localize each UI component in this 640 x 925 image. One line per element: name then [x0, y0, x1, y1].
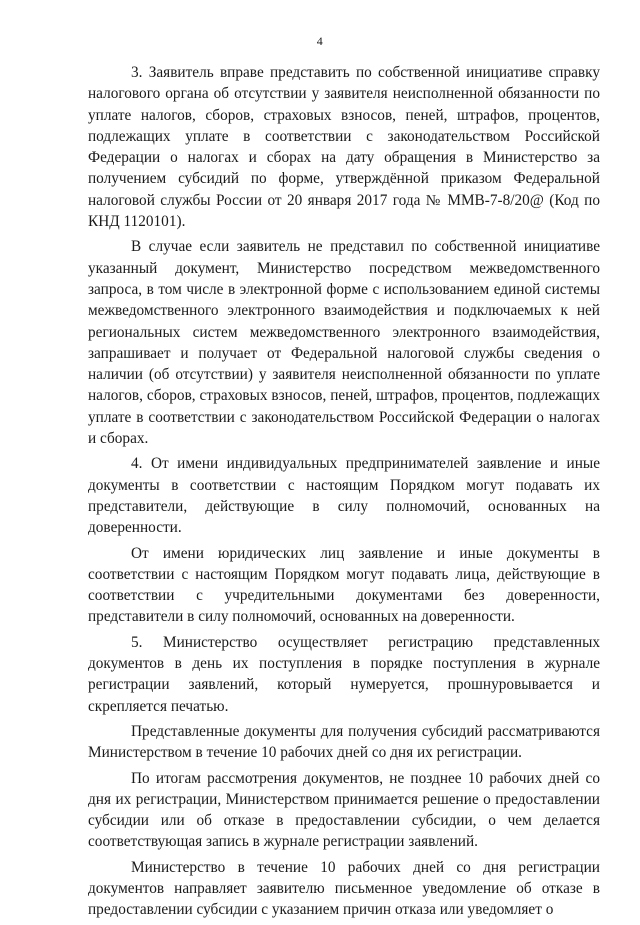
page-number: 4 — [316, 34, 324, 48]
paragraph-review-period: Представленные документы для получения субсидий рассматриваются Министерством в течение 10 рабочих дней со дня их регистрации. — [88, 722, 600, 762]
paragraph-interagency-request: В случае если заявитель не представил по собственной инициативе указанный документ, Министерство посредством межведомственного запроса, в том числе в электронной форме с использованием единой системы межведомственного электронного взаимодействия и подключаемых к ней региональных систем межведомственного электронного взаимодействия, запрашивает и получает от Федеральной налоговой службы сведения о наличии (об отсутствии) у заявителя неисполненной обязанности по уплате налогов, сборов, страховых взносов, пеней, штрафов, процентов, подлежащих уплате в соответствии с законодательством Российской Федерации о налогах и сборах. — [88, 238, 600, 448]
paragraph-legal-entity-representatives: От имени юридических лиц заявление и иные документы в соответствии с настоящим Порядком могут подавать лица, действующие в соответствии с учредительными документами без доверенности, представители в силу полномочий, основанных на доверенности. — [88, 544, 600, 626]
paragraph-4-entrepreneur-representatives: 4. От имени индивидуальных предпринимателей заявление и иные документы в соответствии с настоящим Порядком могут подавать их представители, действующие в силу полномочий, основанных на доверенности. — [88, 455, 600, 537]
paragraph-notification: Министерство в течение 10 рабочих дней со дня регистрации документов направляет заявителю письменное уведомление об отказе в предоставлении субсидии с указанием причин отказа или уведомляет о — [88, 858, 600, 919]
paragraph-3-tax-certificate: 3. Заявитель вправе представить по собственной инициативе справку налогового органа об отсутствии у заявителя неисполненной обязанности по уплате налогов, сборов, страховых взносов, пеней, штрафов, процентов, подлежащих уплате в соответствии с законодательством Российской Федерации о налогах и сборах на дату обращения в Министерство за получением субсидий по форме, утверждённой приказом Федеральной налоговой службы России от 20 января 2017 года № ММВ-7-8/20@ (Код по КНД 1120101). — [88, 64, 600, 231]
document-body — [88, 62, 600, 925]
paragraph-5-registration: 5. Министерство осуществляет регистрацию представленных документов в день их поступления в порядке поступления в журнале регистрации заявлений, который нумеруется, прошнуровывается и скрепляется печатью. — [88, 633, 600, 715]
paragraph-decision: По итогам рассмотрения документов, не позднее 10 рабочих дней со дня их регистрации, Министерством принимается решение о предоставлении субсидии или об отказе в предоставлении субсидии, о чем делается соответствующая запись в журнале регистрации заявлений. — [88, 769, 600, 851]
